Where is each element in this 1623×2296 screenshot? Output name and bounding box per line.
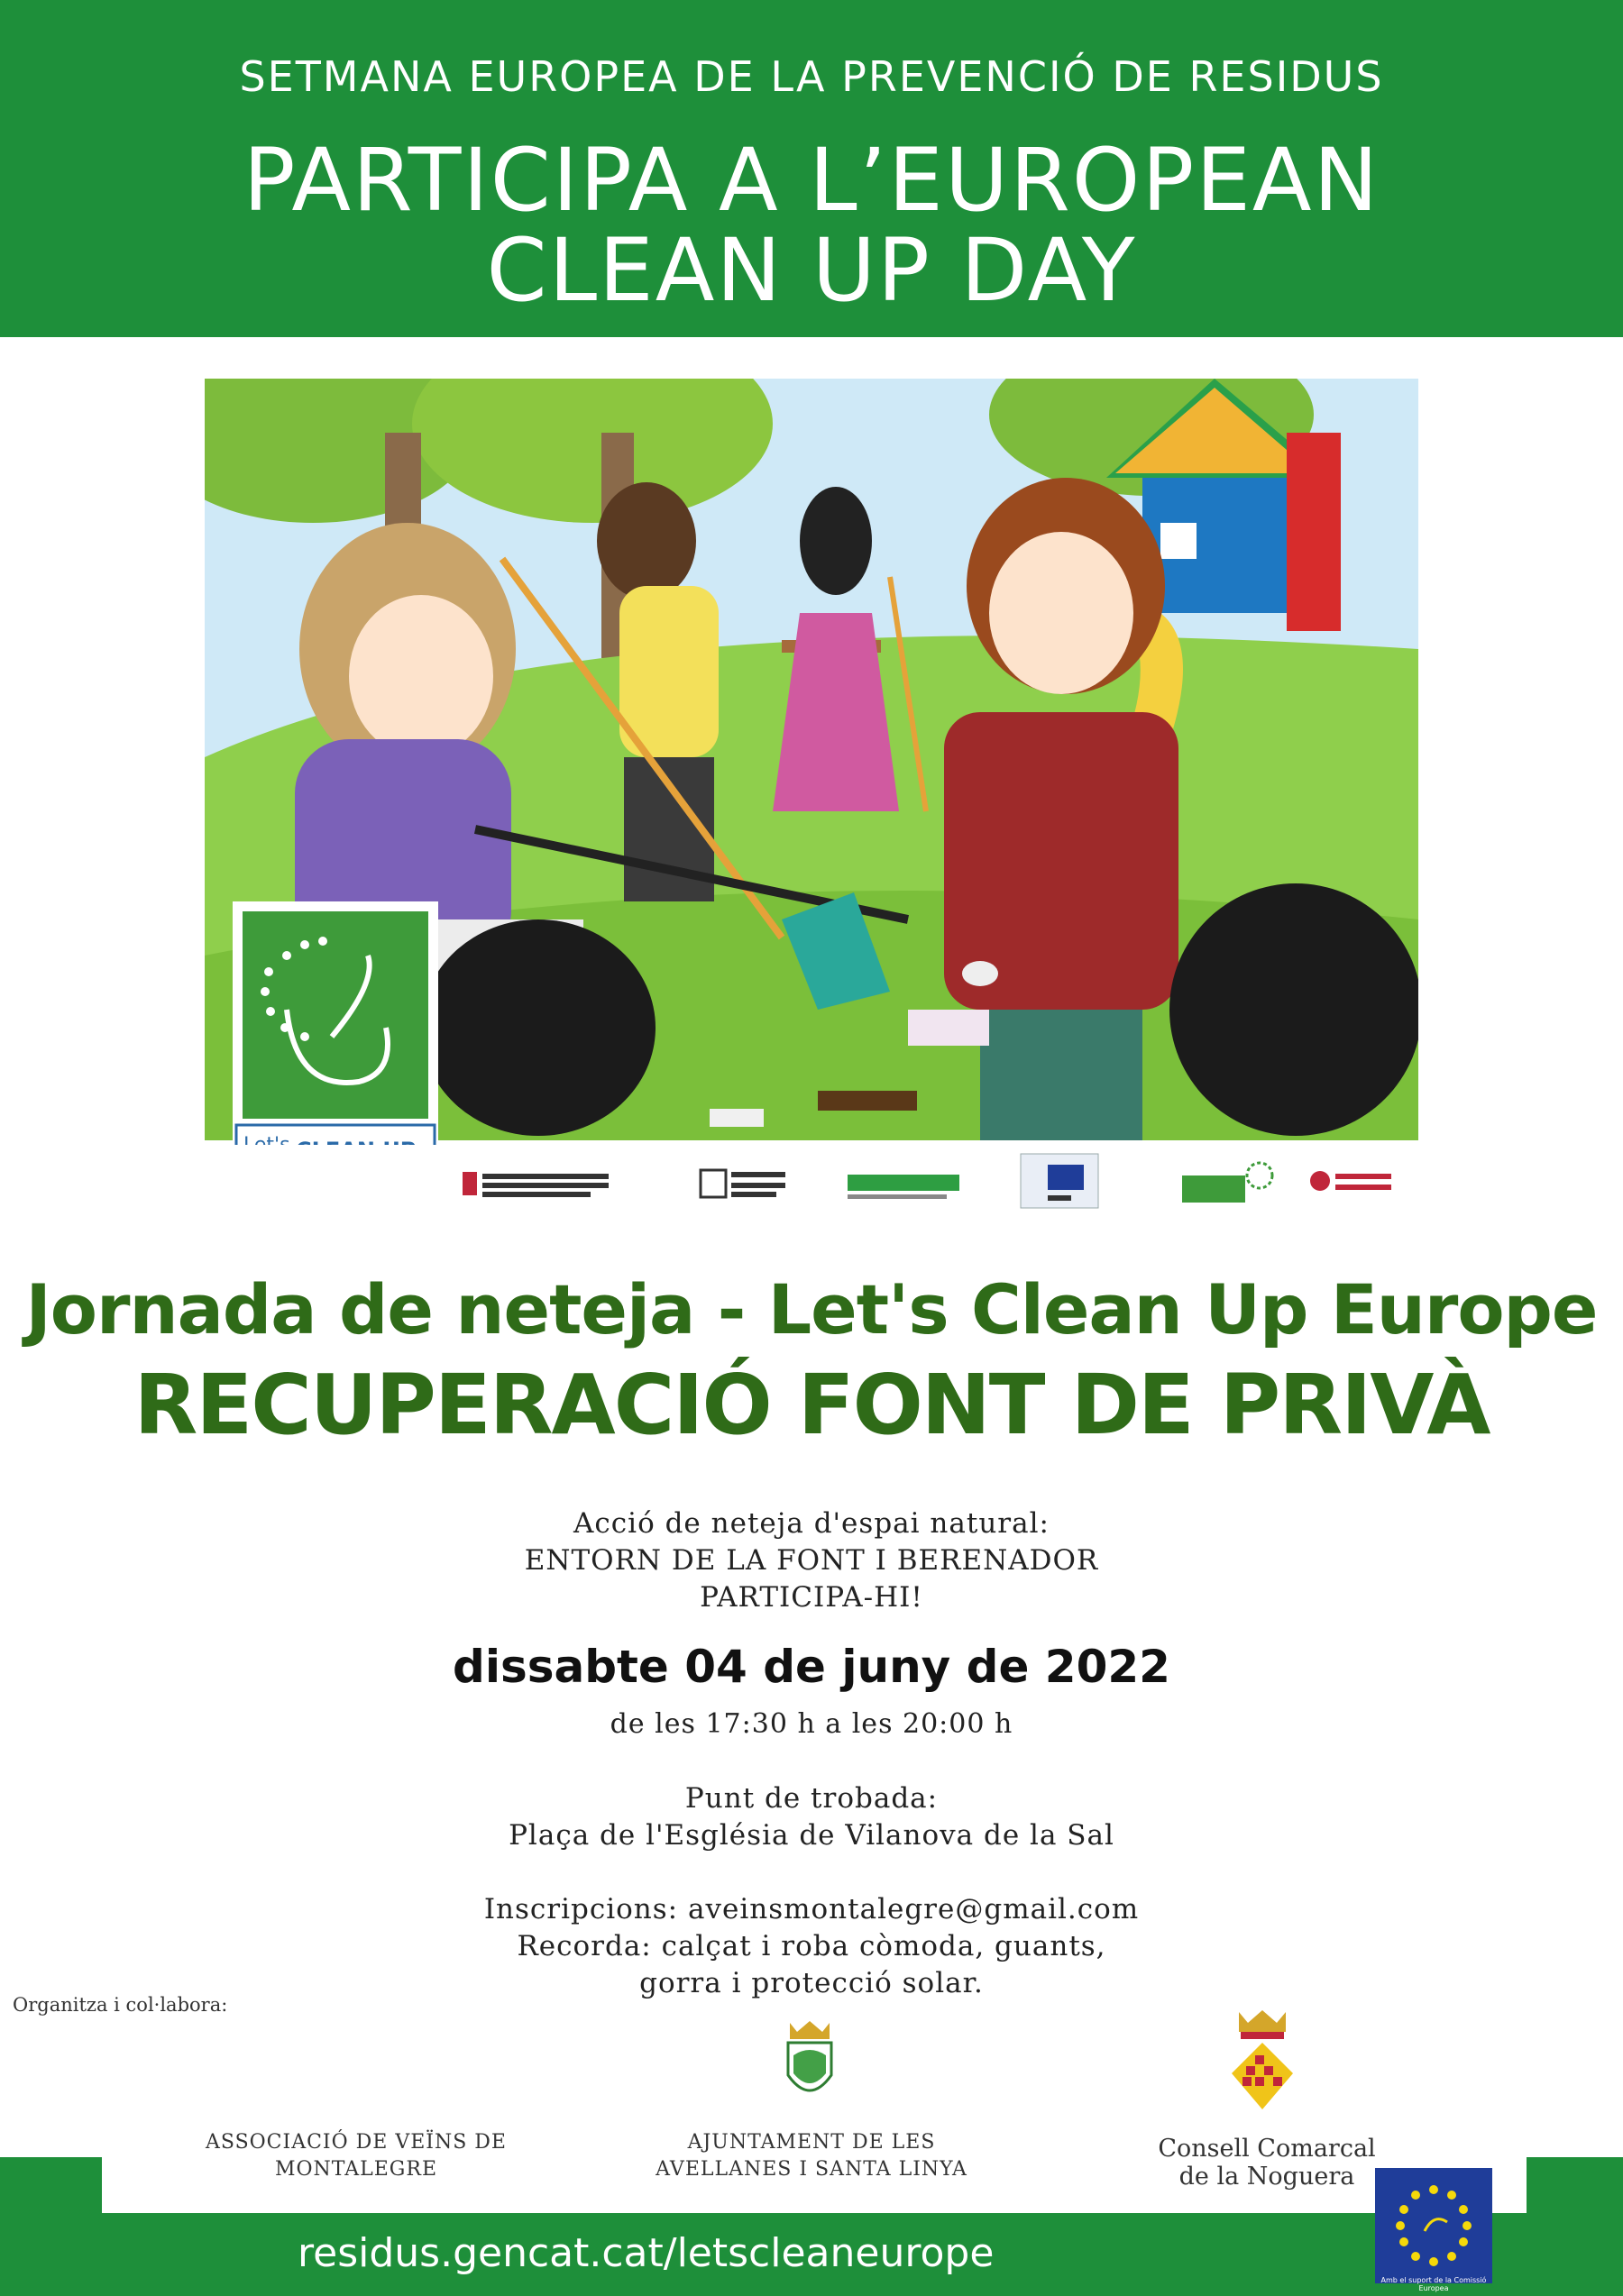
eu-caption: Amb el suport de la Comissió Europea [1380, 2276, 1487, 2292]
sponsor-logo-european-commission [1021, 1154, 1098, 1208]
org-veins-montalegre [180, 2129, 532, 2183]
info-block [0, 1891, 1623, 2002]
meeting-point [0, 1780, 1623, 1854]
event-time: de les 17:30 h a les 20:00 h [610, 1708, 1013, 1740]
action-line2: ENTORN DE LA FONT I BERENADOR [524, 1544, 1099, 1577]
organizers-label: Organitza i col·labora: [13, 1994, 228, 2016]
info-reminder-2: gorra i protecció solar. [639, 1967, 984, 1999]
banner-subtitle: SETMANA EUROPEA DE LA PREVENCIÓ DE RESIDUS [239, 52, 1384, 101]
org3-line2: de la Noguera [1178, 2163, 1355, 2191]
org-ajuntament-avellanes [622, 2129, 1001, 2183]
action-line3: PARTICIPA-HI! [700, 1581, 923, 1614]
eu-flag-icon [1375, 2168, 1492, 2283]
org2-line1: AJUNTAMENT DE LES [687, 2131, 936, 2154]
banner-title-line2: CLEAN UP DAY [486, 220, 1137, 321]
banner-title [0, 130, 1623, 321]
action-line1: Acció de neteja d'espai natural: [573, 1507, 1050, 1540]
sponsor-logo-ecovidrio [848, 1175, 959, 1199]
action-description [0, 1505, 1623, 1616]
org3-line1: Consell Comarcal [1158, 2135, 1376, 2163]
banner-title-line1: PARTICIPA A L’EUROPEAN [243, 130, 1380, 231]
meeting-label: Punt de trobada: [684, 1782, 939, 1815]
headline-recuperacio: RECUPERACIÓ FONT DE PRIVÀ [133, 1357, 1490, 1453]
noguera-crest-icon [1228, 2008, 1297, 2113]
event-date: dissabte 04 de juny de 2022 [453, 1641, 1170, 1693]
org1-line2: MONTALEGRE [274, 2158, 438, 2181]
footer-url-link[interactable]: residus.gencat.cat/letscleaneurope [298, 2230, 995, 2276]
avellanes-crest-icon [781, 2019, 839, 2106]
org1-line1: ASSOCIACIÓ DE VEÏNS DE [206, 2131, 507, 2154]
org2-line2: AVELLANES I SANTA LINYA [656, 2158, 967, 2181]
meeting-place: Plaça de l'Església de Vilanova de la Sal [509, 1819, 1114, 1852]
sponsor-logos-row [205, 1145, 1418, 1226]
info-reminder-1: Recorda: calçat i roba còmoda, guants, [517, 1930, 1106, 1962]
sponsor-logo-generalitat [463, 1172, 609, 1197]
info-inscriptions: Inscripcions: aveinsmontalegre@gmail.com [483, 1893, 1140, 1926]
headline-jornada: Jornada de neteja - Let's Clean Up Europe [25, 1269, 1598, 1349]
